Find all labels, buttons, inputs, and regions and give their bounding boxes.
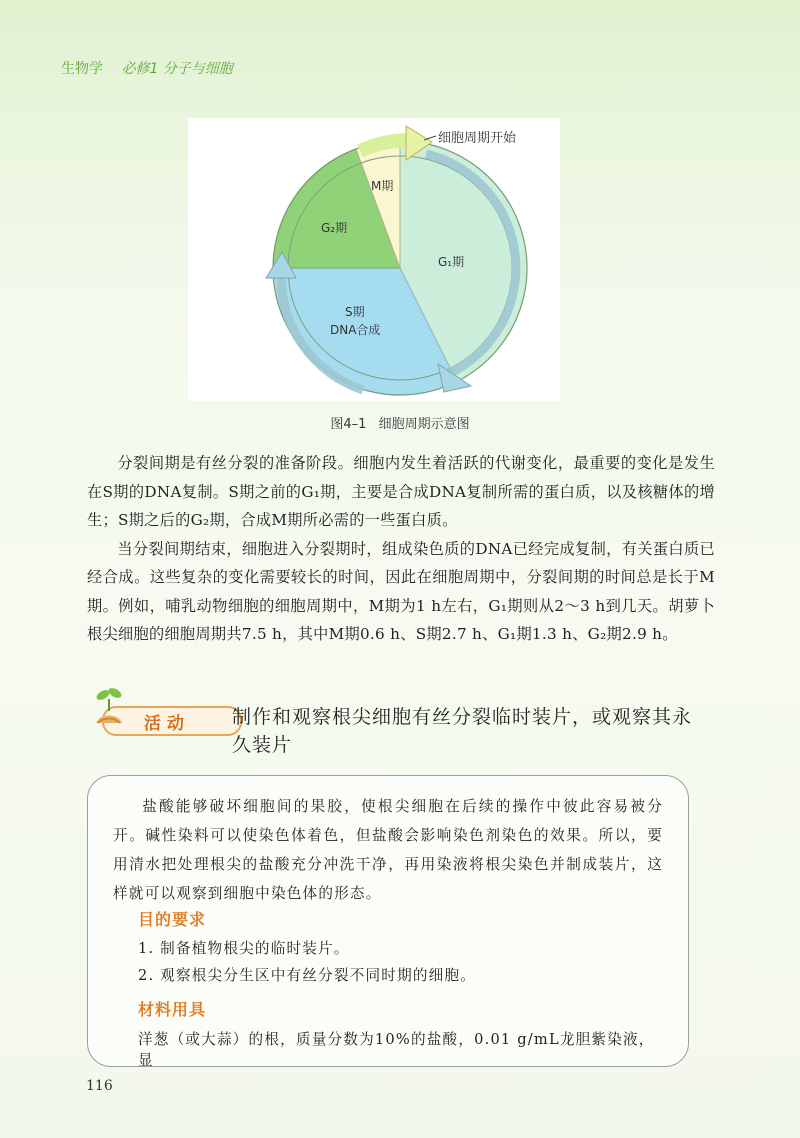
goal-item-2: 2. 观察根尖分生区中有丝分裂不同时期的细胞。 [138, 967, 477, 984]
header-book: 必修1 分子与细胞 [121, 61, 233, 77]
activity-title: 制作和观察根尖细胞有丝分裂临时装片，或观察其永久装片 [232, 706, 693, 756]
m-label: M期 [371, 179, 394, 193]
s-label: S期 [345, 305, 365, 319]
cell-cycle-figure [188, 118, 560, 401]
paragraph-1: 分裂间期是有丝分裂的准备阶段。细胞内发生着活跃的代谢变化，最重要的变化是发生在S期的DNA复制。S期之前的G₁期，主要是合成DNA复制所需的蛋白质，以及核糖体的增生；S期之后的G₂期，合成M期所必需的一些蛋白质。 [87, 454, 715, 529]
goal-heading: 目的要求 [138, 910, 207, 929]
sprout-icon [92, 683, 126, 733]
paragraph-2: 当分裂间期结束，细胞进入分裂期时，组成染色质的DNA已经完成复制，有关蛋白质已经合成。这些复杂的变化需要较长的时间，因此在细胞周期中，分裂间期的时间总是长于M期。例如，哺乳动物细胞的细胞周期中，M期为1 h左右，G₁期则从2～3 h到几天。胡萝卜根尖细胞的细胞周期共7.5 h，其中M期0.6 h、S期2.7 h、G₁期1.3 h、G₂期2.9 h。 [87, 539, 715, 643]
intro-paragraph: 盐酸能够破坏细胞间的果胶，使根尖细胞在后续的操作中彼此容易被分开。碱性染料可以使染色体着色，但盐酸会影响染色剂染色的效果。所以，要用清水把处理根尖的盐酸充分冲洗干净，再用染液将根尖染色并制成装片，这样就可以观察到细胞中染色体的形态。 [113, 798, 663, 902]
g2-label: G₂期 [321, 221, 348, 235]
s-sublabel: DNA合成 [330, 323, 381, 337]
caption-title: 细胞周期示意图 [378, 417, 470, 432]
materials-heading: 材料用具 [138, 1000, 207, 1019]
activity-label: 活动 [144, 714, 190, 734]
running-header [61, 58, 233, 78]
caption-number: 图4–1 [330, 417, 367, 432]
figure-caption [0, 413, 800, 432]
body-text [87, 449, 715, 649]
g1-label: G₁期 [438, 255, 465, 269]
goal-item-1: 1. 制备植物根尖的临时装片。 [138, 940, 350, 957]
callout-label: 细胞周期开始 [438, 131, 517, 146]
materials-text: 洋葱（或大蒜）的根，质量分数为10%的盐酸，0.01 g/mL龙胆紫染液，显 [138, 1031, 655, 1069]
activity-intro [113, 792, 663, 908]
header-subject: 生物学 [61, 61, 103, 77]
cell-cycle-diagram [188, 118, 560, 401]
page-number: 116 [86, 1078, 113, 1094]
